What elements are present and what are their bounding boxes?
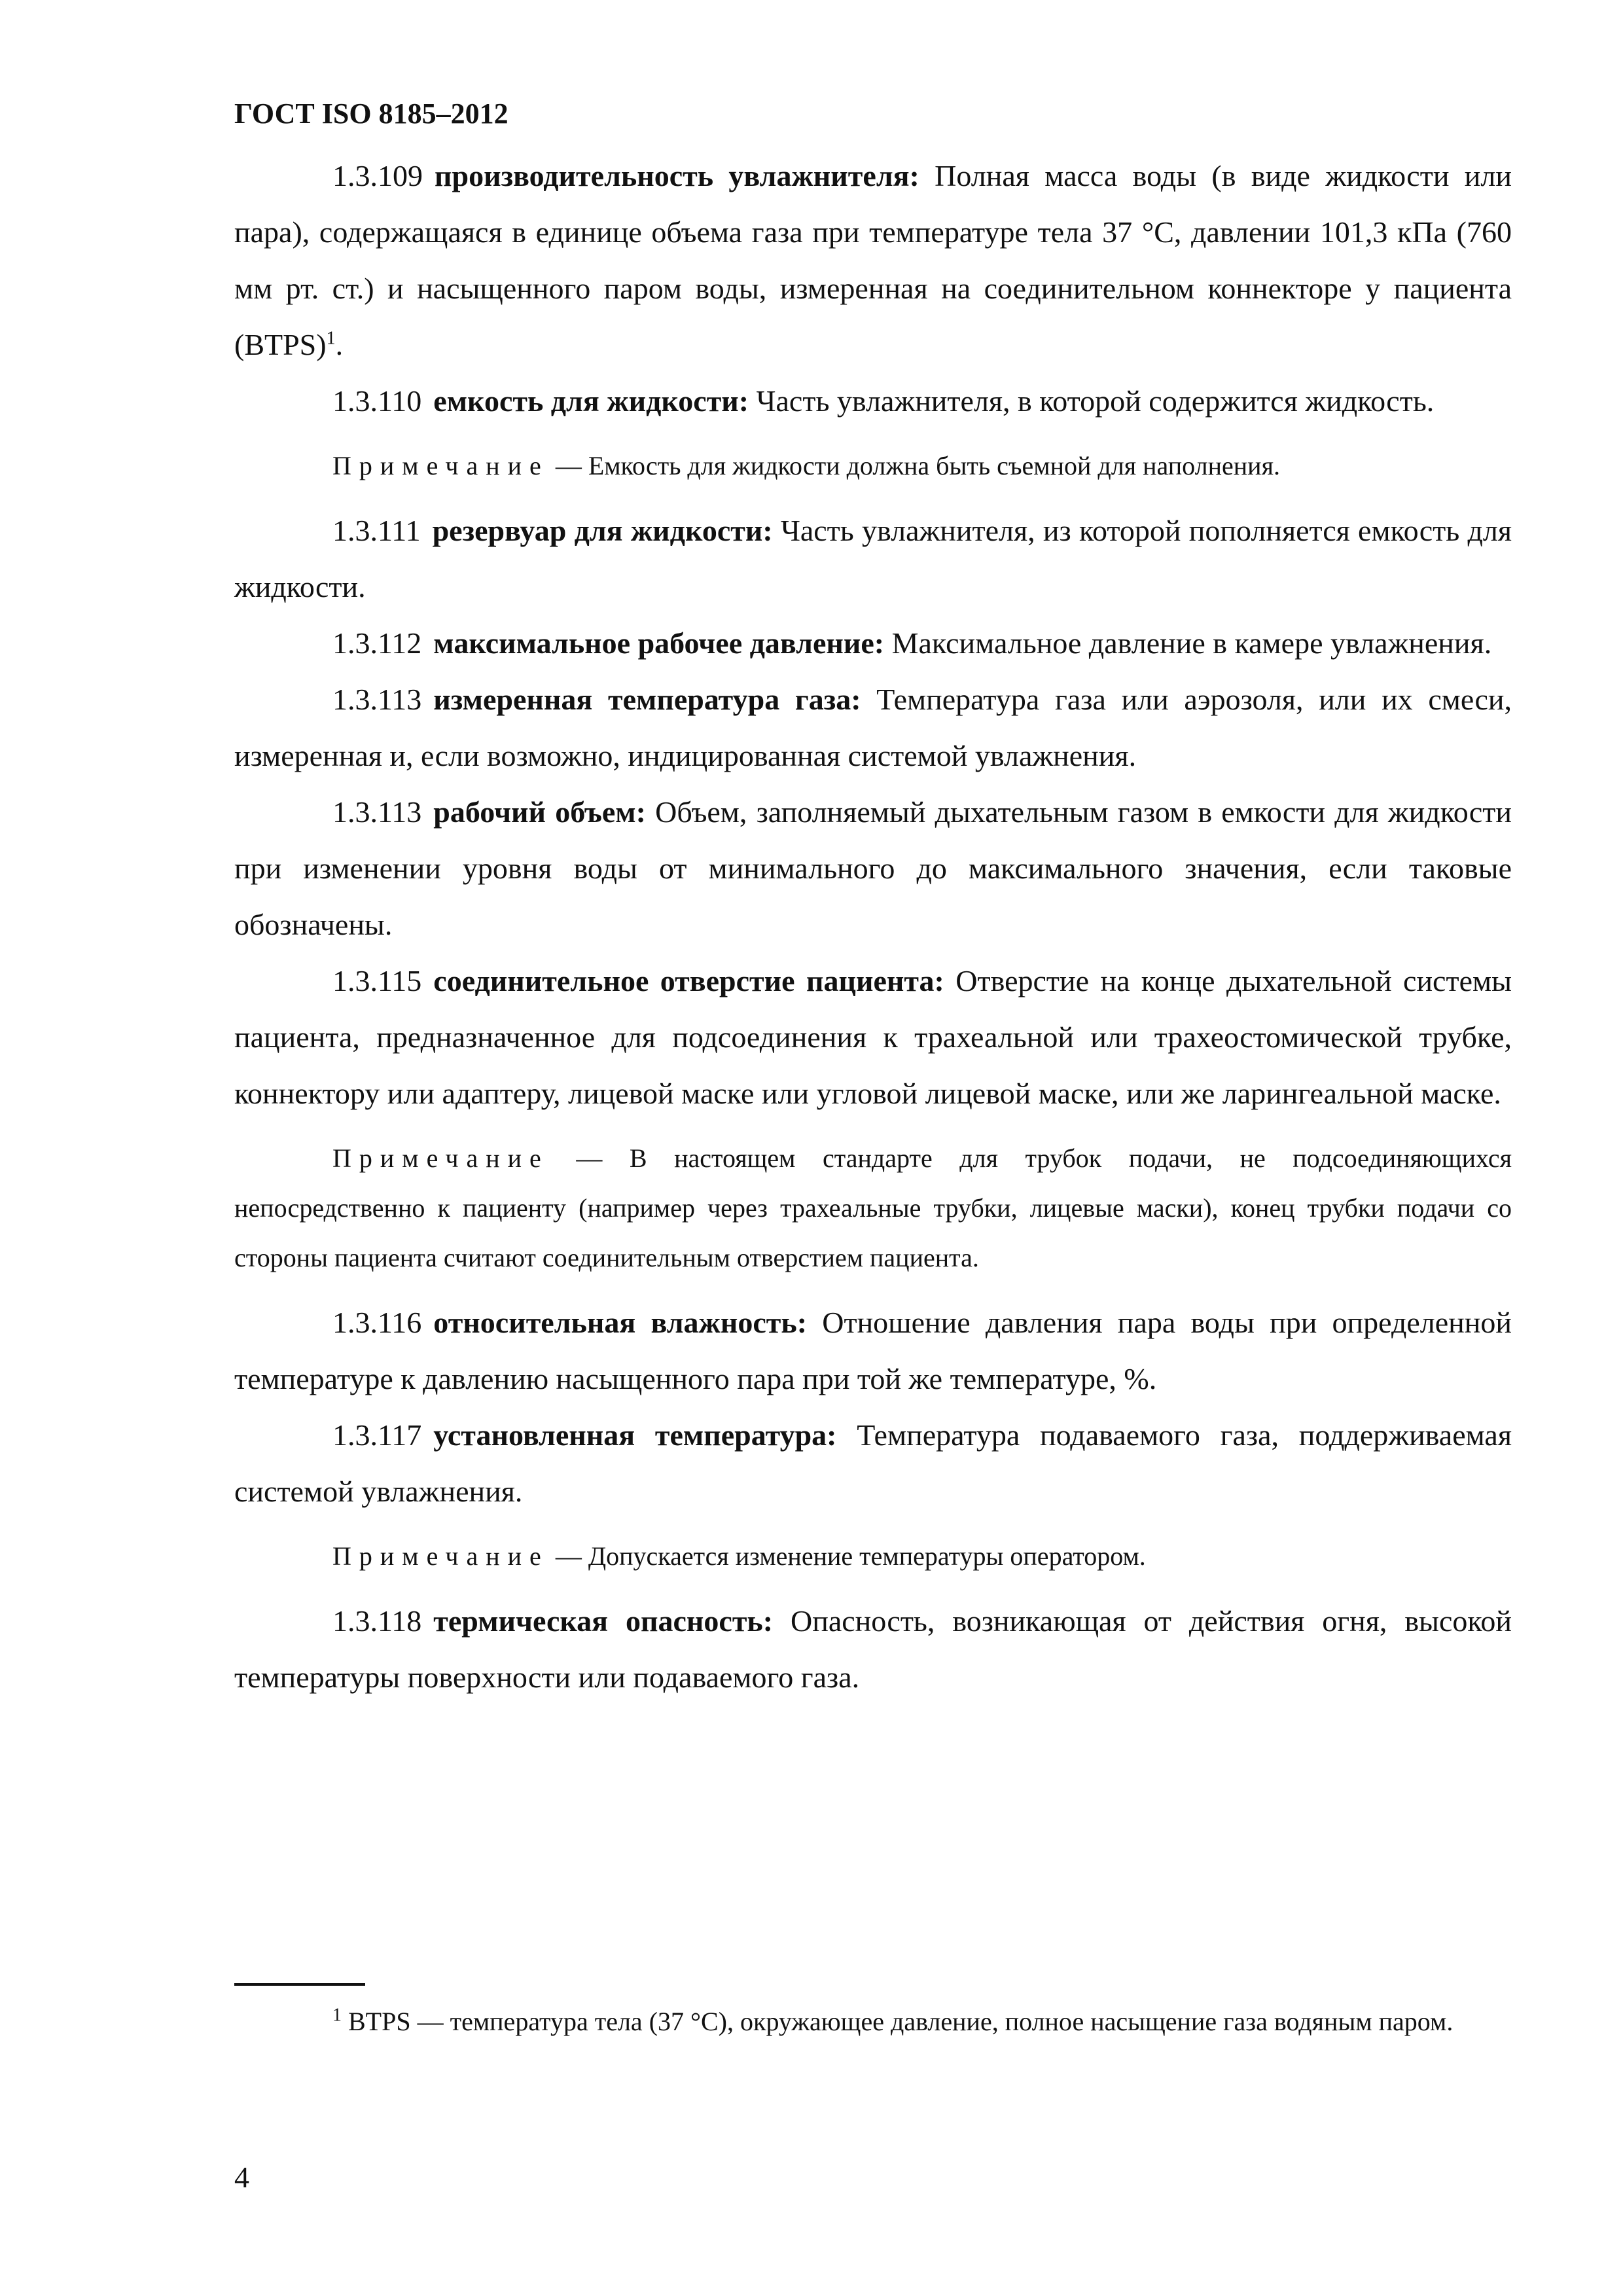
definition-entry [234,503,1512,615]
entry-text: Опасность, возникающая от действия огня, высокой температуры поверхности или подаваемого газа. [234,1604,1512,1694]
entry-tail: . [335,328,344,361]
entry-text: Температура газа или аэрозоля, или их смеси, измеренная и, если возможно, индицированная системой увлажнения. [234,683,1512,772]
definition-entry [234,615,1512,672]
note-label: Примечание [332,451,549,480]
entry-text: Температура подаваемого газа, поддерживаемая системой увлажнения. [234,1418,1512,1508]
entry-term: установленная температура: [433,1418,837,1452]
entry-number: 1.3.113 [332,683,422,716]
entry-term: максимальное рабочее давление: [433,626,885,660]
definitions-section [234,148,1512,1706]
definition-entry [234,1593,1512,1706]
entry-number: 1.3.116 [332,1306,422,1339]
footnote [234,1996,1512,2047]
entry-number: 1.3.109 [332,159,423,192]
note-text: — Допускается изменение температуры оператором. [548,1541,1146,1571]
footnote-separator [234,1983,365,1986]
entry-text: Максимальное давление в камере увлажнения. [884,626,1492,660]
footnote-reference: 1 [326,328,336,349]
entry-term: емкость для жидкости: [433,384,749,418]
entry-text: Полная масса воды (в виде жидкости или пара), содержащаяся в единице объема газа при температуре тела 37 °С, давлении 101,3 кПа (760 мм рт. ст.) и насыщенного паром воды, измеренная на соединительном коннекторе у пациента (BTPS) [234,159,1512,361]
definition-entry [234,373,1512,429]
note-text: — В настоящем стандарте для трубок подачи, не подсоединяющихся непосредственно к пациенту (например через трахеальные трубки, лицевые маски), конец трубки подачи со стороны пациента считают соединительным отверстием пациента. [234,1143,1512,1272]
entry-number: 1.3.113 [332,795,422,829]
note-paragraph [234,441,1512,491]
entry-text: Часть увлажнителя, в которой содержится жидкость. [749,384,1435,418]
standard-header: ГОСТ ISO 8185–2012 [234,98,508,130]
entry-number: 1.3.112 [332,626,422,660]
entry-term: относительная влажность: [433,1306,808,1339]
definition-entry [234,672,1512,784]
note-label: Примечание [332,1143,549,1173]
definition-entry [234,953,1512,1122]
entry-number: 1.3.115 [332,964,422,997]
entry-text: Часть увлажнителя, из которой пополняется емкость для жидкости. [234,514,1512,603]
entry-number: 1.3.111 [332,514,421,547]
entry-text: Объем, заполняемый дыхательным газом в емкости для жидкости при изменении уровня воды от минимального до максимального значения, если таковые обозначены. [234,795,1512,941]
entry-term: термическая опасность: [433,1604,774,1638]
entry-text: Отношение давления пара воды при определенной температуре к давлению насыщенного пара при той же температуре, %. [234,1306,1512,1395]
entry-number: 1.3.110 [332,384,422,418]
entry-number: 1.3.117 [332,1418,422,1452]
page-number: 4 [234,2161,249,2194]
definition-entry [234,1407,1512,1520]
entry-term: рабочий объем: [433,795,646,829]
note-paragraph [234,1532,1512,1581]
footnote-text: BTPS — температура тела (37 °С), окружающее давление, полное насыщение газа водяным паром. [342,2007,1454,2036]
entry-term: соединительное отверстие пациента: [433,964,944,997]
entry-text: Отверстие на конце дыхательной системы пациента, предназначенное для подсоединения к трахеальной или трахеостомической трубке, коннектору или адаптеру, лицевой маске или угловой лицевой маске, или же ларингеальной маске. [234,964,1512,1110]
footnote-mark: 1 [332,2005,342,2026]
entry-number: 1.3.118 [332,1604,422,1638]
note-label: Примечание [332,1541,549,1571]
entry-term: резервуар для жидкости: [432,514,773,547]
definition-entry [234,784,1512,953]
entry-term: производительность увлажнителя: [435,159,919,192]
note-paragraph [234,1134,1512,1283]
definition-entry [234,1295,1512,1407]
entry-term: измеренная температура газа: [433,683,861,716]
note-text: — Емкость для жидкости должна быть съемной для наполнения. [548,451,1280,480]
definition-entry [234,148,1512,373]
